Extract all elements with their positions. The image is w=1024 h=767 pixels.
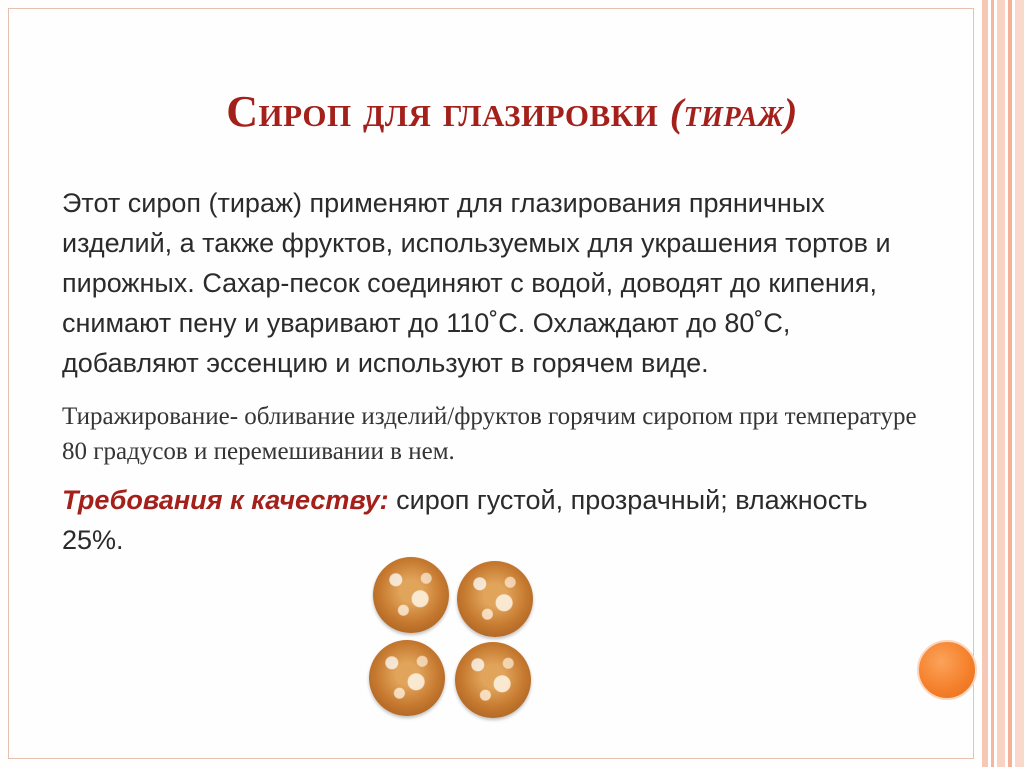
glazed-candy [373, 557, 449, 633]
requirements-label: Требования к качеству: [62, 485, 389, 515]
requirements-text: сироп густой, прозрачный; влажность 25%. [62, 485, 868, 555]
glazed-candy [369, 640, 445, 716]
slide-title [0, 86, 1024, 137]
description-paragraph: Этот сироп (тираж) применяют для глазирования пряничных изделий, а также фруктов, используемых для украшения тортов и пирожных. Сахар-песок соединяют с водой, доводят до кипения, снимают пену и уваривают до 110˚С. Охлаждают до 80˚С, добавляют эссенцию и используют в горячем виде. [62, 188, 891, 378]
definition-paragraph: Тиражирование- обливание изделий/фруктов горячим сиропом при температуре 80 градусов и перемешивании в нем. [62, 403, 917, 465]
title-main: Сироп для глазировки [226, 87, 659, 136]
decor-circle [917, 640, 977, 700]
requirements-paragraph [62, 480, 932, 560]
title-subtitle: (тираж) [669, 90, 798, 135]
glazed-candy [455, 642, 531, 718]
glazed-candy [457, 561, 533, 637]
